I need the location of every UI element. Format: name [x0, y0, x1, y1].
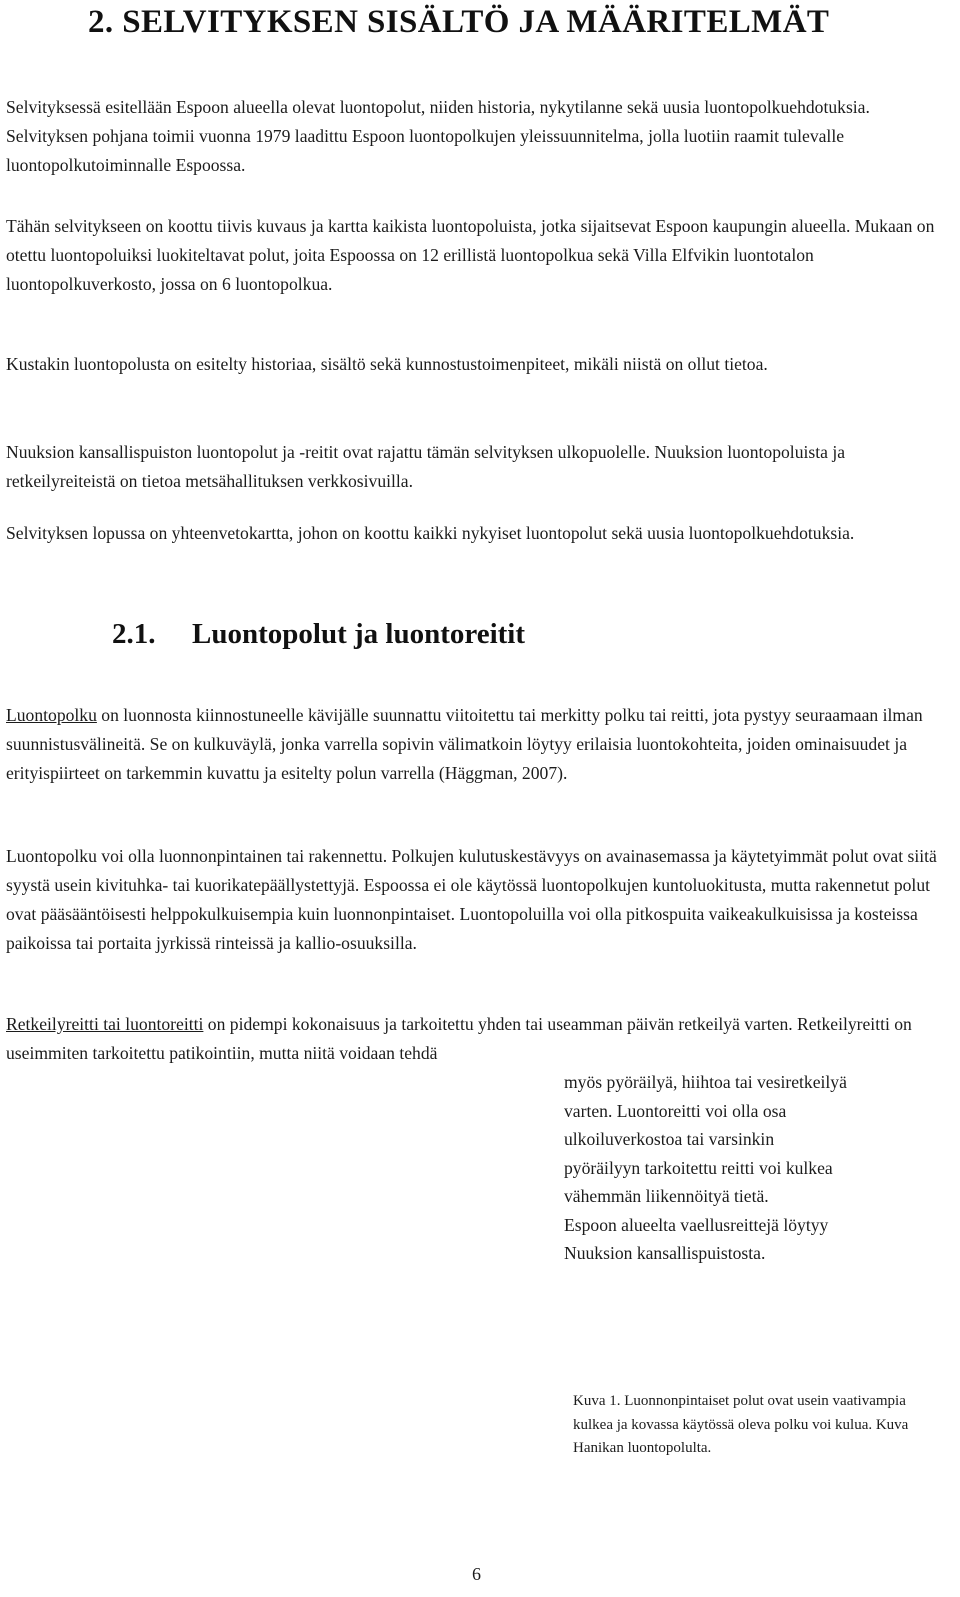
section-title: Luontopolut ja luontoreitit — [192, 618, 526, 650]
definition-luontopolku — [6, 701, 946, 788]
intro-paragraph-2: Tähän selvitykseen on koottu tiivis kuvaus ja kartta kaikista luontopoluista, jotka sijaitsevat Espoon kaupungin alueella. Mukaan on otettu luontopoluiksi luokiteltavat polut, joita Espoossa on 12 erillistä luontopolkua sekä Villa Elfvikin luontotalon luontopolkuverkosto, jossa on 6 luontopolkua. — [6, 216, 935, 294]
paragraph-surface: Luontopolku voi olla luonnonpintainen tai rakennettu. Polkujen kulutuskestävyys on avainasemassa ja käytetyimmät polut ovat siitä syystä usein kivituhka- tai kuorikatepäällystettyjä. Espoossa ei ole käytössä luontopolkujen kuntoluokitusta, mutta rakennetut polut ovat pääsääntöisesti helppokulkuisempia kuin luonnonpintaiset. Luontopoluilla voi olla pitkospuita vaikeakulkuisissa ja kosteissa paikoissa tai portaita jyrkissä rinteissä ja kallio-osuuksilla. — [6, 846, 937, 953]
continuation-line: Espoon alueelta vaellusreittejä löytyy — [564, 1214, 829, 1235]
continuation-line: Nuuksion kansallispuistosta. — [564, 1243, 766, 1263]
term-luontopolku: Luontopolku — [6, 705, 97, 725]
chapter-heading: 2. SELVITYKSEN SISÄLTÖ JA MÄÄRITELMÄT — [88, 4, 830, 40]
continuation-line: myös pyöräilyä, hiihtoa tai vesiretkeilyä — [564, 1072, 847, 1092]
intro-paragraph-4: Nuuksion kansallispuiston luontopolut ja -reitit ovat rajattu tämän selvityksen ulkopuolelle. Nuuksion luontopoluista ja retkeilyreiteistä on tietoa metsähallituksen verkkosivuilla. — [6, 442, 846, 491]
continuation-line: varten. Luontoreitti voi olla osa — [564, 1100, 787, 1121]
definition-luontopolku-text: on luonnosta kiinnostuneelle kävijälle suunnattu viitoitettu tai merkitty polku tai reitti, jota pystyy seuraamaan ilman suunnistusvälineitä. Se on kulkuväylä, jonka varrella sopivin välimatkoin löytyy erilaisia luontokohteita, joiden ominaisuudet ja erityispiirteet on tarkemmin kuvattu ja esitelty polun varrella (Häggman, 2007). — [6, 705, 923, 783]
section-number: 2.1. — [112, 618, 156, 650]
intro-paragraph-1: Selvityksessä esitellään Espoon alueella olevat luontopolut, niiden historia, nykytilanne sekä uusia luontopolkuehdotuksia. Selvityksen pohjana toimii vuonna 1979 laadittu Espoon luontopolkujen yleissuunnitelma, jolla luotiin raamit tulevalle luontopolkutoiminnalle Espoossa. — [6, 97, 870, 175]
section-heading — [112, 618, 525, 651]
definition-retkeilyreitti — [6, 1010, 946, 1068]
page-number: 6 — [472, 1564, 481, 1584]
intro-paragraph-5: Selvityksen lopussa on yhteenvetokartta, johon on koottu kaikki nykyiset luontopolut sekä uusia luontopolkuehdotuksia. — [6, 523, 855, 543]
continuation-line: vähemmän liikennöityä tietä. — [564, 1186, 769, 1206]
intro-paragraph-3: Kustakin luontopolusta on esitelty historiaa, sisältö sekä kunnostustoimenpiteet, mikäli niistä on ollut tietoa. — [6, 354, 768, 374]
continuation-line: pyöräilyyn tarkoitettu reitti voi kulkea — [564, 1157, 833, 1178]
figure-caption: Kuva 1. Luonnonpintaiset polut ovat usein vaativampia kulkea ja kovassa käytössä oleva polku voi kulua. Kuva Hanikan luontopolulta. — [573, 1393, 909, 1456]
retkeilyreitti-continuation — [564, 1068, 954, 1268]
term-retkeilyreitti: Retkeilyreitti tai luontoreitti — [6, 1014, 204, 1034]
continuation-line: ulkoiluverkostoa tai varsinkin — [564, 1129, 775, 1149]
definition-retkeilyreitti-text: on pidempi kokonaisuus ja tarkoitettu yhden tai useamman päivän retkeilyä varten. Retkeilyreitti on useimmiten tarkoitettu patikointiin, mutta niitä voidaan tehdä — [6, 1014, 912, 1063]
